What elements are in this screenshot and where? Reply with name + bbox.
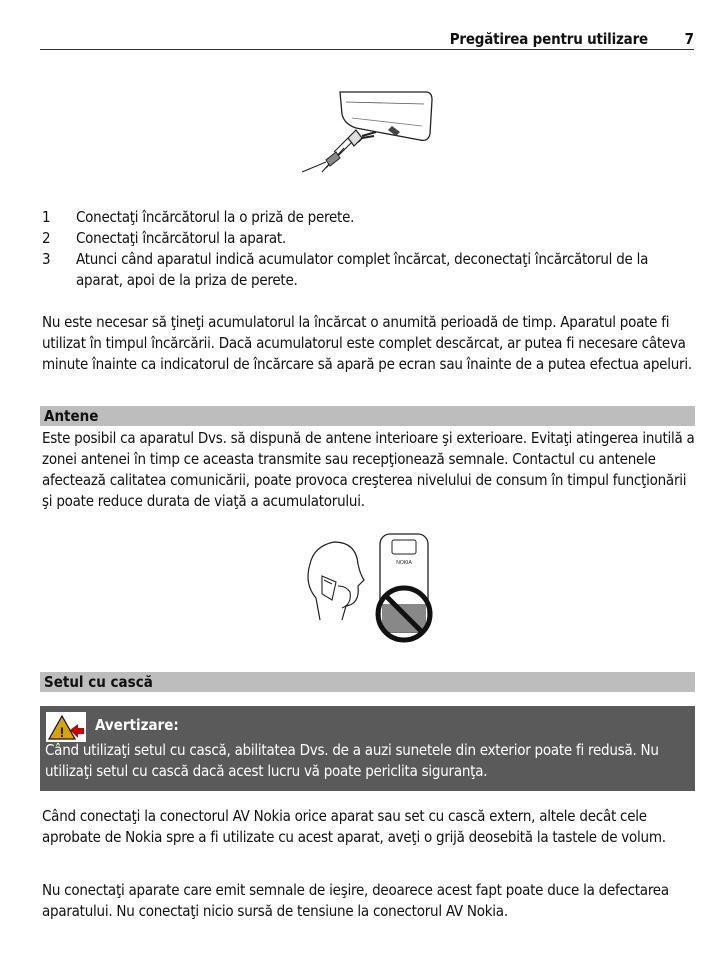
charging-note: Nu este necesar să ţineţi acumulatorul la încărcat o anumită perioadă de timp. Aparatul poate fi utilizat în timpul încărcării. Dacă acumulatorul este complet descărcat, ar putea fi necesare câteva minute înainte ca indicatorul de încărcare să apară pe ecran sau înainte de a putea efectua apeluri. [42,313,692,373]
step-text: Atunci când aparatul indică acumulator complet încărcat, deconectaţi încărcătorul de la aparat, apoi de la priza de perete. [76,250,649,289]
section-header-antenna: Antene [40,406,695,426]
header-divider [40,49,694,50]
phone-brand-label: NOKIA [396,560,412,566]
headset-paragraph-1: Când conectaţi la conectorul AV Nokia orice aparat sau set cu cască extern, altele decât cele aprobate de Nokia spre a fi utilizate cu acest aparat, aveţi o grijă deosebită la tastele de volum. [42,807,666,846]
list-item [42,207,694,228]
page-title: Pregătirea pentru utilizare [449,30,648,48]
charging-steps-list [42,207,694,291]
step-number: 2 [42,229,51,247]
headset-paragraph-2: Nu conectaţi aparate care emit semnale de ieşire, deoarece acest fapt poate duce la defectarea aparatului. Nu conectaţi nicio sursă de tensiune la conectorul AV Nokia. [42,881,669,920]
page-header [40,30,694,50]
step-number: 3 [42,250,51,268]
warning-title: Avertizare: [95,716,179,734]
step-text: Conectaţi încărcătorul la o priză de perete. [76,208,355,226]
page-number: 7 [684,30,694,48]
charger-connection-illustration [296,86,436,178]
antenna-text: Este posibil ca aparatul Dvs. să dispună de antene interioare şi exterioare. Evitaţi atingerea inutilă a zonei antenei în timp ce aceasta transmite sau recepţionează semnale. Contactul cu antenele afectează calitatea comunicării, poate provoca creşterea nivelului de consum în timpul funcţionării şi poate reduce durata de viaţă a acumulatorului. [42,429,695,510]
step-text: Conectaţi încărcătorul la aparat. [76,229,286,247]
svg-text:!: ! [59,724,65,740]
list-item [42,228,694,249]
section-header-headset: Setul cu cască [40,672,695,692]
antenna-area-illustration [302,528,442,648]
warning-icon [46,712,86,742]
warning-box [40,706,695,791]
warning-text: Când utilizaţi setul cu cască, abilitatea Dvs. de a auzi sunetele din exterior poate fi redusă. Nu utilizaţi setul cu cască dacă acest lucru vă poate periclita siguranţa. [45,741,659,780]
step-number: 1 [42,208,51,226]
list-item [42,249,694,291]
